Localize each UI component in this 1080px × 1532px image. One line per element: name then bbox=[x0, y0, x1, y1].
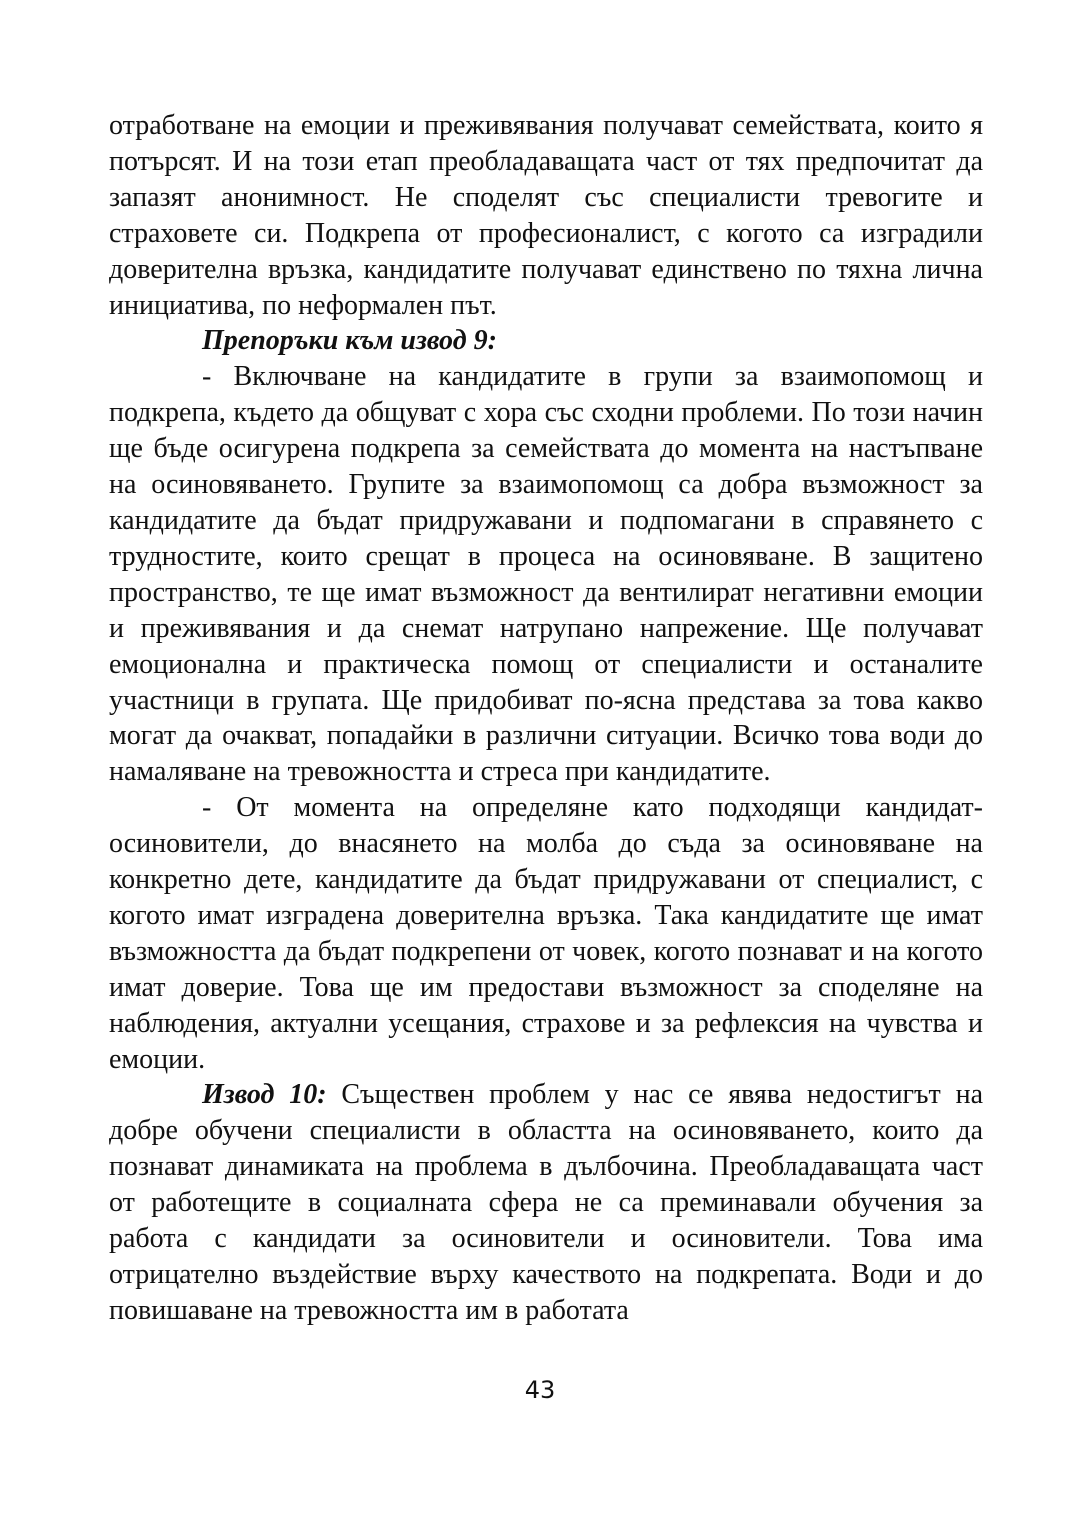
page-number: 43 bbox=[524, 1376, 556, 1404]
recommendation-specialist-accompaniment: - От момента на определяне като подходящи кандидат-осиновители, до внасянето на молба до съда за осиновяване на конкретно дете, кандидатите да бъдат придружавани от специалист, с когото имат изградена доверителна връзка. Така кандидатите ще имат възможността да бъдат подкрепени от човек, когото познават и на когото имат доверие. Това ще им предостави възможност за споделяне на наблюдения, актуални усещания, страхове и за рефлексия на чувства и емоции. bbox=[109, 792, 983, 1075]
conclusion-10-text: Съществен проблем у нас се явява недостигът на добре обучени специалисти в областта на осиновяването, които да познават динамиката на проблема в дълбочина. Преобладаващата част от работещите в социалната сфера не са преминавали обучения за работа с кандидати за осиновители и осиновители. Това има отрицателно въздействие върху качеството на подкрепата. Води и до повишаване на тревожността им в работата bbox=[109, 1079, 983, 1326]
recommendation-support-groups: - Включване на кандидатите в групи за взаимопомощ и подкрепа, където да общуват с хора със сходни проблеми. По този начин ще бъде осигурена подкрепа за семействата до момента на настъпване на осиновяването. Групите за взаимопомощ са добра възможност за кандидатите да бъдат придружавани и подпомагани в справянето с трудностите, които срещат в процеса на осиновяване. В защитено пространство, те ще имат възможност да вентилират негативни емоции и преживявания и да снемат натрупано напрежение. Ще получават емоционална и практическа помощ от специалисти и останалите участници в групата. Ще придобиват по-ясна представа за това какво могат да очакват, попадайки в различни ситуации. Всичко това води до намаляване на тревожността и стреса при кандидатите. bbox=[109, 361, 983, 788]
conclusion-10-label: Извод 10: bbox=[202, 1079, 327, 1111]
paragraph-continuation: отработване на емоции и преживявания получават семействата, които я потърсят. И на този етап преобладаващата част от тях предпочитат да запазят анонимност. Не споделят със специалисти тревогите и страховете си. Подкрепа от професионалист, с когото са изградили доверителна връзка, кандидатите получават единствено по тяхна лична инициатива, по неформален път. bbox=[109, 110, 983, 321]
recommendations-heading-text: Препоръки към извод 9: bbox=[202, 325, 497, 357]
body-text bbox=[109, 108, 983, 1329]
conclusion-10-paragraph bbox=[109, 1077, 983, 1328]
recommendations-heading bbox=[109, 323, 983, 359]
